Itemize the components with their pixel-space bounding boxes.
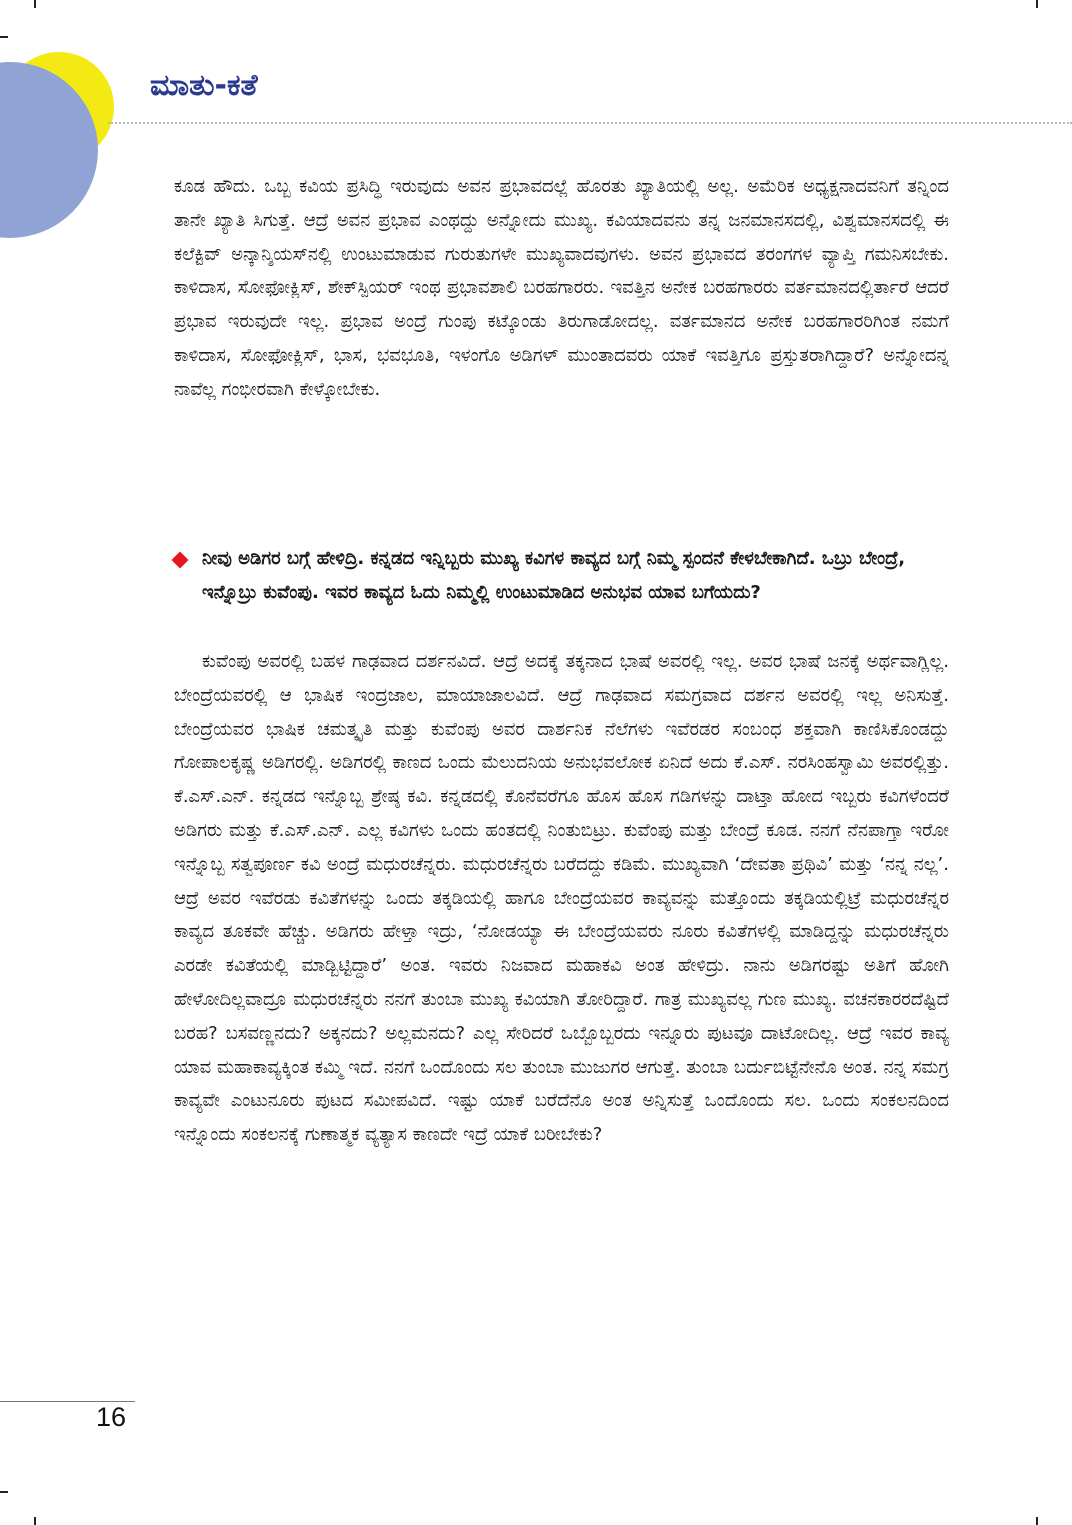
section-title: ಮಾತು-ಕತೆ [150,68,258,103]
page-number: 16 [96,1402,127,1432]
paragraph-1: ಕೂಡ ಹೌದು. ಒಬ್ಬ ಕವಿಯ ಪ್ರಸಿದ್ಧಿ ಇರುವುದು ಅವನ ಪ್ರಭಾವದಲ್ಲೆ ಹೊರತು ಖ್ಯಾತಿಯಲ್ಲಿ ಅಲ್ಲ. ಅಮೆರಿಕ ಅಧ್ಯಕ್ಷನಾದವನಿಗೆ ತನ್ನಿಂದ ತಾನೇ ಖ್ಯಾತಿ ಸಿಗುತ್ತೆ. ಆದ್ರೆ ಅವನ ಪ್ರಭಾವ ಎಂಥದ್ದು ಅನ್ನೋದು ಮುಖ್ಯ. ಕವಿಯಾದವನು ತನ್ನ ಜನಮಾನಸದಲ್ಲಿ, ವಿಶ್ವಮಾನಸದಲ್ಲಿ ಈ ಕಲೆಕ್ಟಿವ್ ಅನ್ಕಾನ್ಶಿಯಸ್‌ನಲ್ಲಿ ಉಂಟುಮಾಡುವ ಗುರುತುಗಳೇ ಮುಖ್ಯವಾದವುಗಳು. ಅವನ ಪ್ರಭಾವದ ತರಂಗಗಳ ವ್ಯಾಪ್ತಿ ಗಮನಿಸಬೇಕು. ಕಾಳಿದಾಸ, ಸೋಫೋಕ್ಲಿಸ್, ಶೇಕ್‌ಸ್ಪಿಯರ್ ಇಂಥ ಪ್ರಭಾವಶಾಲಿ ಬರಹಗಾರರು. ಇವತ್ತಿನ ಅನೇಕ ಬರಹಗಾರರು ವರ್ತಮಾನದಲ್ಲಿರ್ತಾರೆ ಆದರೆ ಪ್ರಭಾವ ಇರುವುದೇ ಇಲ್ಲ. ಪ್ರಭಾವ ಅಂದ್ರೆ ಗುಂಪು ಕಟ್ಕೊಂಡು ತಿರುಗಾಡೋದಲ್ಲ. ವರ್ತಮಾನದ ಅನೇಕ ಬರಹಗಾರರಿಗಿಂತ ನಮಗೆ ಕಾಳಿದಾಸ, ಸೋಫೋಕ್ಲಿಸ್, ಭಾಸ, ಭವಭೂತಿ, ಇಳಂಗೊ ಅಡಿಗಳ್ ಮುಂತಾದವರು ಯಾಕೆ ಇವತ್ತಿಗೂ ಪ್ರಸ್ತುತರಾಗಿದ್ದಾರೆ? ಅನ್ನೋದನ್ನ ನಾವೆಲ್ಲ ಗಂಭೀರವಾಗಿ ಕೇಳ್ಕೋಬೇಕು. [174,176,949,400]
crop-mark-top-left [34,0,36,8]
paragraph-2: ಕುವೆಂಪು ಅವರಲ್ಲಿ ಬಹಳ ಗಾಢವಾದ ದರ್ಶನವಿದೆ. ಆದ್ರೆ ಅದಕ್ಕೆ ತಕ್ಕನಾದ ಭಾಷೆ ಅವರಲ್ಲಿ ಇಲ್ಲ. ಅವರ ಭಾಷೆ ಜನಕ್ಕೆ ಅರ್ಥವಾಗ್ಲಿಲ್ಲ. ಬೇಂದ್ರೆಯವರಲ್ಲಿ ಆ ಭಾಷಿಕ ಇಂದ್ರಜಾಲ, ಮಾಯಾಜಾಲವಿದೆ. ಆದ್ರೆ ಗಾಢವಾದ ಸಮಗ್ರವಾದ ದರ್ಶನ ಅವರಲ್ಲಿ ಇಲ್ಲ ಅನಿಸುತ್ತೆ. ಬೇಂದ್ರೆಯವರ ಭಾಷಿಕ ಚಮತ್ಕೃತಿ ಮತ್ತು ಕುವೆಂಪು ಅವರ ದಾರ್ಶನಿಕ ನೆಲೆಗಳು ಇವೆರಡರ ಸಂಬಂಧ ಶಕ್ತವಾಗಿ ಕಾಣಿಸಿಕೊಂಡದ್ದು ಗೋಪಾಲಕೃಷ್ಣ ಅಡಿಗರಲ್ಲಿ. ಅಡಿಗರಲ್ಲಿ ಕಾಣದ ಒಂದು ಮೆಲುದನಿಯ ಅನುಭವಲೋಕ ಏನಿದೆ ಅದು ಕೆ.ಎಸ್. ನರಸಿಂಹಸ್ವಾಮಿ ಅವರಲ್ಲಿತ್ತು. ಕೆ.ಎಸ್.ಎನ್. ಕನ್ನಡದ ಇನ್ನೊಬ್ಬ ಶ್ರೇಷ್ಠ ಕವಿ. ಕನ್ನಡದಲ್ಲಿ ಕೊನೆವರೆಗೂ ಹೊಸ ಹೊಸ ಗಡಿಗಳನ್ನು ದಾಟ್ತಾ ಹೋದ ಇಬ್ಬರು ಕವಿಗಳೆಂದರೆ ಅಡಿಗರು ಮತ್ತು ಕೆ.ಎಸ್.ಎನ್. ಎಲ್ಲ ಕವಿಗಳು ಒಂದು ಹಂತದಲ್ಲಿ ನಿಂತುಬಿಟ್ರು. ಕುವೆಂಪು ಮತ್ತು ಬೇಂದ್ರೆ ಕೂಡ. ನನಗೆ ನೆನಪಾಗ್ತಾ ಇರೋ ಇನ್ನೊಬ್ಬ ಸತ್ವಪೂರ್ಣ ಕವಿ ಅಂದ್ರೆ ಮಧುರಚೆನ್ನರು. ಮಧುರಚೆನ್ನರು ಬರೆದದ್ದು ಕಡಿಮೆ. ಮುಖ್ಯವಾಗಿ ‘ದೇವತಾ ಪ್ರಥಿವಿ’ ಮತ್ತು ‘ನನ್ನ ನಲ್ಲ’. ಆದ್ರೆ ಅವರ ಇವೆರಡು ಕವಿತೆಗಳನ್ನು ಒಂದು ತಕ್ಕಡಿಯಲ್ಲಿ ಹಾಗೂ ಬೇಂದ್ರೆಯವರ ಕಾವ್ಯವನ್ನು ಮತ್ತೊಂದು ತಕ್ಕಡಿಯಲ್ಲಿಟ್ರೆ ಮಧುರಚೆನ್ನರ ಕಾವ್ಯದ ತೂಕವೇ ಹೆಚ್ಚು. ಅಡಿಗರು ಹೇಳ್ತಾ ಇದ್ರು, ‘ನೋಡಯ್ಯಾ ಈ ಬೇಂದ್ರೆಯವರು ನೂರು ಕವಿತೆಗಳಲ್ಲಿ ಮಾಡಿದ್ದನ್ನು ಮಧುರಚೆನ್ನರು ಎರಡೇ ಕವಿತೆಯಲ್ಲಿ ಮಾಡ್ಬಿಟ್ಟಿದ್ದಾರೆ’ ಅಂತ. ಇವರು ನಿಜವಾದ ಮಹಾಕವಿ ಅಂತ ಹೇಳಿದ್ರು. ನಾನು ಅಡಿಗರಷ್ಟು ಅತಿಗೆ ಹೋಗಿ ಹೇಳೋದಿಲ್ಲವಾದ್ರೂ ಮಧುರಚೆನ್ನರು ನನಗೆ ತುಂಬಾ ಮುಖ್ಯ ಕವಿಯಾಗಿ ತೋರಿದ್ದಾರೆ. ಗಾತ್ರ ಮುಖ್ಯವಲ್ಲ ಗುಣ ಮುಖ್ಯ. ವಚನಕಾರರದೆಷ್ಟಿದೆ ಬರಹ? ಬಸವಣ್ಣನದು? ಅಕ್ಕನದು? ಅಲ್ಲಮನದು? ಎಲ್ಲ ಸೇರಿದರೆ ಒಬ್ಬೊಬ್ಬರದು ಇನ್ನೂರು ಪುಟವೂ ದಾಟೋದಿಲ್ಲ. ಆದ್ರೆ ಇವರ ಕಾವ್ಯ ಯಾವ ಮಹಾಕಾವ್ಯಕ್ಕಿಂತ ಕಮ್ಮಿ ಇದೆ. ನನಗೆ ಒಂದೊಂದು ಸಲ ತುಂಬಾ ಮುಜುಗರ ಆಗುತ್ತೆ. ತುಂಬಾ ಬರ್ದುಬಿಟ್ಟೆನೇನೊ ಅಂತ. ನನ್ನ ಸಮಗ್ರ ಕಾವ್ಯವೇ ಎಂಟುನೂರು ಪುಟದ ಸಮೀಪವಿದೆ. ಇಷ್ಟು ಯಾಕೆ ಬರೆದೆನೊ ಅಂತ ಅನ್ನಿಸುತ್ತೆ ಒಂದೊಂದು ಸಲ. ಒಂದು ಸಂಕಲನದಿಂದ ಇನ್ನೊಂದು ಸಂಕಲನಕ್ಕೆ ಗುಣಾತ್ಮಕ ವ್ಯತ್ಯಾಸ ಕಾಣದೇ ಇದ್ರೆ ಯಾಕೆ ಬರೀಬೇಕು? [174,651,949,1146]
crop-mark-bottom-right [1036,1517,1038,1525]
question-block [174,542,949,610]
diamond-bullet-icon [172,552,189,569]
crop-mark-top-right [1036,0,1038,8]
header-dotted-rule [108,122,1072,124]
crop-mark-left-bottom [0,1491,8,1493]
crop-mark-left-top [0,36,8,38]
interview-question: ನೀವು ಅಡಿಗರ ಬಗ್ಗೆ ಹೇಳಿದ್ರಿ. ಕನ್ನಡದ ಇನ್ನಿಬ್ಬರು ಮುಖ್ಯ ಕವಿಗಳ ಕಾವ್ಯದ ಬಗ್ಗೆ ನಿಮ್ಮ ಸ್ಪಂದನೆ ಕೇಳಬೇಕಾಗಿದೆ. ಒಬ್ರು ಬೇಂದ್ರೆ, ಇನ್ನೊಬ್ರು ಕುವೆಂಪು. ಇವರ ಕಾವ್ಯದ ಓದು ನಿಮ್ಮಲ್ಲಿ ಉಂಟುಮಾಡಿದ ಅನುಭವ ಯಾವ ಬಗೆಯದು? [202,548,906,603]
crop-mark-bottom-left [34,1517,36,1525]
